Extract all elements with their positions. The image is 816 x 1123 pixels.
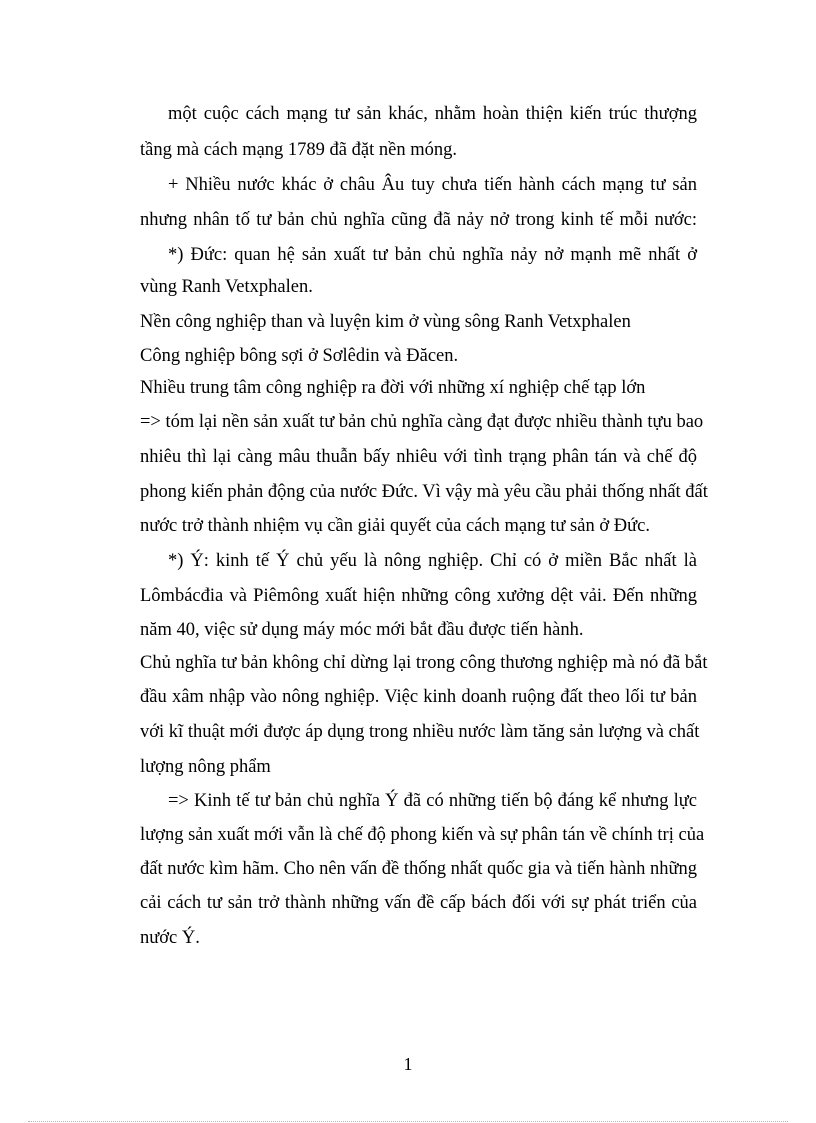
text-line: *) Đức: quan hệ sản xuất tư bản chủ nghĩa nảy nở mạnh mẽ nhất ở <box>168 245 697 265</box>
text-line: với kĩ thuật mới được áp dụng trong nhiều nước làm tăng sản lượng và chất <box>140 722 700 742</box>
text-line: đầu xâm nhập vào nông nghiệp. Việc kinh doanh ruộng đất theo lối tư bản <box>140 687 697 707</box>
text-line: Nhiều trung tâm công nghiệp ra đời với những xí nghiệp chế tạp lớn <box>140 378 646 398</box>
text-line: Lômbácđia và Piêmông xuất hiện những công xưởng dệt vải. Đến những <box>140 586 697 606</box>
text-line: nhiêu thì lại càng mâu thuẫn bấy nhiêu với tình trạng phân tán và chế độ <box>140 447 697 467</box>
text-line: tầng mà cách mạng 1789 đã đặt nền móng. <box>140 140 457 160</box>
text-line: + Nhiều nước khác ở châu Âu tuy chưa tiến hành cách mạng tư sản <box>168 175 697 195</box>
text-line: phong kiến phản động của nước Đức. Vì vậy mà yêu cầu phải thống nhất đất <box>140 482 708 502</box>
text-line: Công nghiệp bông sợi ở Sơlêdin và Đăcen. <box>140 346 459 366</box>
text-line: lượng nông phẩm <box>140 757 271 777</box>
text-line: *) Ý: kinh tế Ý chủ yếu là nông nghiệp. Chỉ có ở miền Bắc nhất là <box>168 551 697 571</box>
text-line: một cuộc cách mạng tư sản khác, nhằm hoàn thiện kiến trúc thượng <box>168 104 697 124</box>
text-line: năm 40, việc sử dụng máy móc mới bắt đầu được tiến hành. <box>140 620 584 640</box>
text-line: => Kinh tế tư bản chủ nghĩa Ý đã có những tiến bộ đáng kể nhưng lực <box>168 791 697 811</box>
text-line: cải cách tư sản trở thành những vấn đề cấp bách đối với sự phát triển của <box>140 893 697 913</box>
text-line: => tóm lại nền sản xuất tư bản chủ nghĩa càng đạt được nhiều thành tựu bao <box>140 412 704 432</box>
page-number: 1 <box>403 1054 413 1074</box>
text-line: nhưng nhân tố tư bản chủ nghĩa cũng đã nảy nở trong kinh tế mỗi nước: <box>140 210 697 230</box>
text-line: lượng sản xuất mới vẫn là chế độ phong kiến và sự phân tán về chính trị của <box>140 825 705 845</box>
text-line: Nền công nghiệp than và luyện kim ở vùng sông Ranh Vetxphalen <box>140 312 631 332</box>
text-line: đất nước kìm hãm. Cho nên vấn đề thống nhất quốc gia và tiến hành những <box>140 859 697 879</box>
page-bottom-divider <box>28 1121 788 1122</box>
text-line: Chủ nghĩa tư bản không chỉ dừng lại trong công thương nghiệp mà nó đã bắt <box>140 653 708 673</box>
text-line: nước trở thành nhiệm vụ cần giải quyết của cách mạng tư sản ở Đức. <box>140 516 650 536</box>
text-line: nước Ý. <box>140 928 200 948</box>
text-line: vùng Ranh Vetxphalen. <box>140 277 313 297</box>
